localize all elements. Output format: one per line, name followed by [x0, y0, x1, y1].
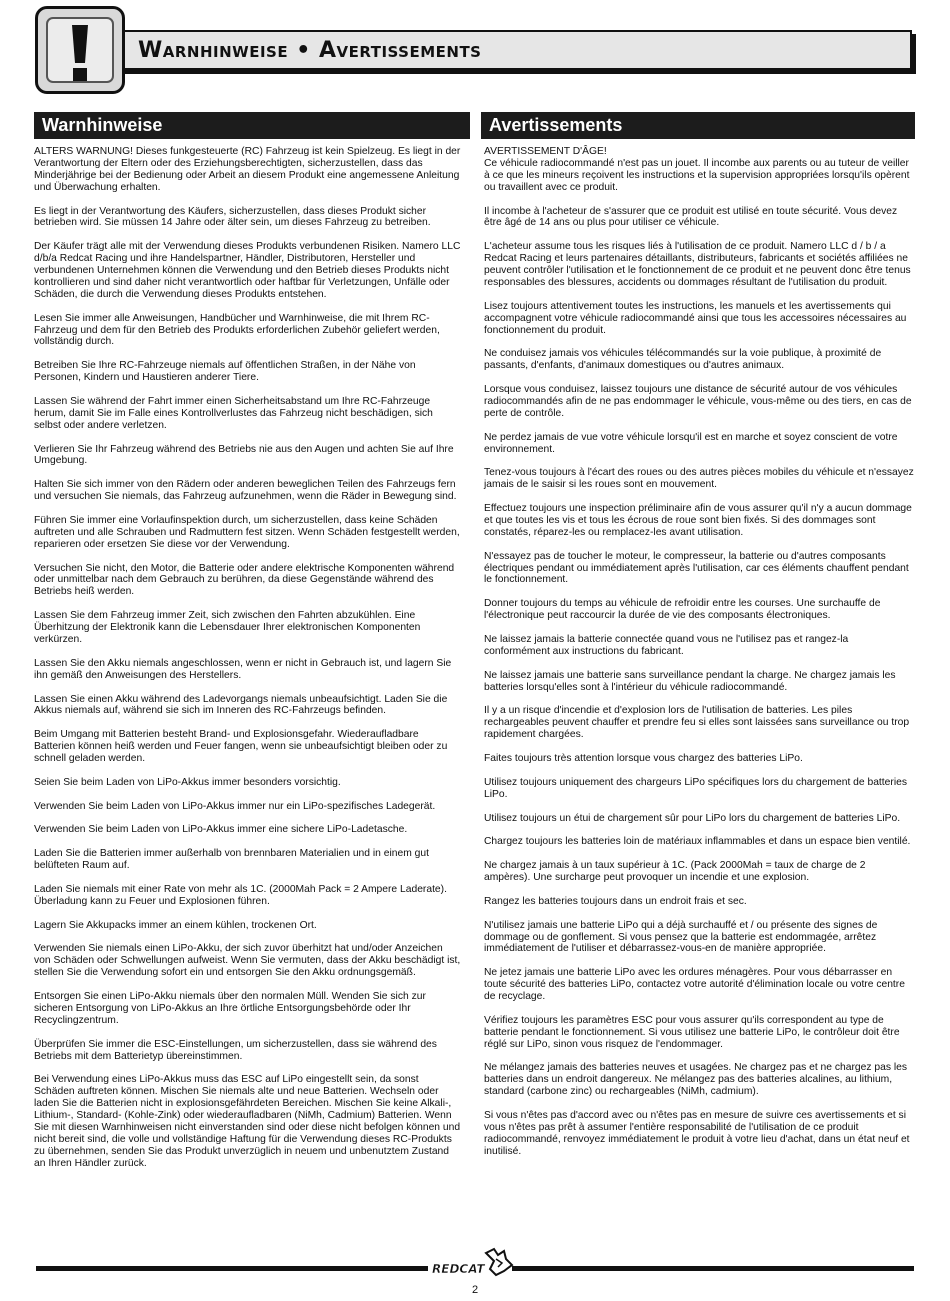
warning-paragraph: Es liegt in der Verantwortung des Käufers, sicherzustellen, dass dieses Produkt sicher betrieben wird. Sie müssen 14 Jahre oder älter sein, um dieses Fahrzeug zu betreiben. [34, 205, 431, 229]
redcat-logo [424, 1247, 516, 1279]
warning-paragraph: Seien Sie beim Laden von LiPo-Akkus immer besonders vorsichtig. [34, 776, 341, 788]
warning-paragraph: ALTERS WARNUNG! Dieses funkgesteuerte (RC) Fahrzeug ist kein Spielzeug. Es liegt in der Verantwortung der Eltern oder des Erziehungsberechtigten, sicherzustellen, dass das Minderjährige bei der Bedienung oder Arbeit an diesem Produkt eine angemessene Anleitung und Überwachung erhalten. [34, 146, 461, 193]
warning-paragraph: Entsorgen Sie einen LiPo-Akku niemals über den normalen Müll. Wenden Sie sich zur sicheren Entsorgung von LiPo-Akkus an Ihre örtliche Entsorgungsbehörde oder Ihr Recyclingzentrum. [34, 991, 426, 1026]
warning-paragraph: Laden Sie die Batterien immer außerhalb von brennbaren Materialien und in einem gut belüfteten Raum auf. [34, 848, 429, 872]
warning-paragraph: L'acheteur assume tous les risques liés à l'utilisation de ce produit. Namero LLC d / b / a Redcat Racing et leurs partenaires détaillants, distributeurs, fabricants et sociétés affiliées ne peuvent contrôler l'utilisation et le fonctionnement de ce produit et ne peuvent donc être tenus responsables des blessures, accidents ou dommages résultant de l'utilisation du produit. [484, 241, 911, 288]
warning-paragraph: Utilisez toujours un étui de chargement sûr pour LiPo lors du chargement de batteries LiPo. [484, 812, 901, 824]
warning-paragraph: Lassen Sie während der Fahrt immer einen Sicherheitsabstand um Ihre RC-Fahrzeuge herum, damit Sie im Falle eines Kontrollverlustes das Fahrzeug nicht beschädigen, sich selbst oder andere verletzen. [34, 395, 433, 431]
warning-paragraph: Ne laissez jamais la batterie connectée quand vous ne l'utilisez pas et rangez-la conformément aux instructions du fabricant. [484, 633, 849, 657]
warning-paragraph: Lisez toujours attentivement toutes les instructions, les manuels et les avertissements qui accompagnent votre véhicule radiocommandé ainsi que tous les accessoires nécessaires au fonctionnement du produit. [484, 300, 907, 336]
warning-badge [35, 6, 125, 94]
french-warnings-column [484, 146, 914, 1170]
warning-paragraph: Lorsque vous conduisez, laissez toujours une distance de sécurité autour de vos véhicules radiocommandés afin de ne pas endommager le véhicule, vous-même ou des tiers, en cas de perte de contrôle. [484, 384, 912, 419]
warning-paragraph: Ne mélangez jamais des batteries neuves et usagées. Ne chargez pas et ne chargez pas les batteries dans un endroit dangereux. Ne mélangez pas des batteries alcalines, au lithium, standard (carbone zinc) ou rechargeables (NiMh, cadmium). [484, 1062, 907, 1098]
warning-paragraph: Ne laissez jamais une batterie sans surveillance pendant la charge. Ne chargez jamais les batteries lorsqu'elles sont à l'intérieur du véhicule radiocommandé. [484, 669, 896, 693]
warning-paragraph: Ne conduisez jamais vos véhicules télécommandés sur la voie publique, à proximité de passants, d'enfants, d'animaux domestiques ou d'autres animaux. [484, 348, 882, 372]
warning-paragraph: Ne jetez jamais une batterie LiPo avec les ordures ménagères. Pour vous débarrasser en toute sécurité des batteries LiPo, contactez votre autorité d'élimination locale ou votre centre de recyclage. [484, 967, 905, 1003]
page-title: Warnhinweise • Avertissements [138, 38, 482, 63]
warning-paragraph: Verwenden Sie niemals einen LiPo-Akku, der sich zuvor überhitzt hat und/oder Anzeichen von Schäden oder Schwellungen aufweist. Wenn Sie vermuten, dass der Akku beschädigt ist, stellen Sie die Verwendung sofort ein und entsorgen Sie den Akku ordnungsgemäß. [34, 943, 461, 979]
exclamation-icon [38, 9, 122, 91]
warning-paragraph: Führen Sie immer eine Vorlaufinspektion durch, um sicherzustellen, dass keine Schäden auftreten und alle Schrauben und Radmuttern fest sitzen. Wenn Schäden festgestellt werden, reparieren oder ersetzen Sie diese vor der Verwendung. [34, 514, 460, 550]
warning-paragraph: Verwenden Sie beim Laden von LiPo-Akkus immer eine sichere LiPo-Ladetasche. [34, 824, 408, 836]
footer-rule-right [512, 1266, 914, 1271]
warning-paragraph: Faites toujours très attention lorsque vous chargez des batteries LiPo. [484, 753, 803, 764]
warning-paragraph: N'essayez pas de toucher le moteur, le compresseur, la batterie ou d'autres composants électriques pendant ou immédiatement après l'utilisation, car ces éléments chauffent pendant le fonctionnement. [484, 550, 909, 586]
warning-paragraph: AVERTISSEMENT D'ÂGE! Ce véhicule radiocommandé n'est pas un jouet. Il incombe aux parents ou au tuteur de veiller à ce que les mineurs reçoivent les instructions et la supervision appropriées lorsqu'ils opèrent ou travaillent avec ce produit. [484, 146, 910, 193]
warning-paragraph: N'utilisez jamais une batterie LiPo qui a déjà surchauffé et / ou présente des signes de dommage ou de gonflement. Si vous pensez que la batterie est endommagée, arrêtez immédiatement de l'utiliser et débarrassez-vous-en de manière appropriée. [484, 919, 878, 955]
warning-paragraph: Lagern Sie Akkupacks immer an einem kühlen, trockenen Ort. [34, 919, 317, 931]
warning-paragraph: Verwenden Sie beim Laden von LiPo-Akkus immer nur ein LiPo-spezifisches Ladegerät. [34, 800, 436, 812]
page-number: 2 [471, 1284, 479, 1296]
warning-paragraph: Il incombe à l'acheteur de s'assurer que ce produit est utilisé en toute sécurité. Vous devez être âgé de 14 ans ou plus pour utiliser ce véhicule. [484, 205, 898, 229]
warning-paragraph: Laden Sie niemals mit einer Rate von mehr als 1C. (2000Mah Pack = 2 Ampere Laderate). Überladung kann zu Feuer und Explosionen führen. [34, 883, 447, 907]
warning-paragraph: Effectuez toujours une inspection préliminaire afin de vous assurer qu'il n'y a aucun dommage et que toutes les vis et tous les écrous de roue sont bien fixés. Si des dommages sont constatés, réparez-les ou remplacez-les avant utilisation. [484, 503, 912, 538]
german-warnings-column [34, 146, 462, 1181]
warning-paragraph: Si vous n'êtes pas d'accord avec ou n'êtes pas en mesure de suivre ces avertissements et si vous n'êtes pas prêt à assumer l'entière responsabilité de l'utilisation de ce produit radiocommandé, renvoyez immédiatement le produit à votre lieu d'achat, dans un état neuf et inutilisé. [484, 1110, 910, 1157]
warning-paragraph: Ne perdez jamais de vue votre véhicule lorsqu'il est en marche et soyez conscient de votre environnement. [484, 431, 898, 455]
warning-paragraph: Der Käufer trägt alle mit der Verwendung dieses Produkts verbundenen Risiken. Namero LLC d/b/a Redcat Racing und ihre Handelspartner, Händler, Distributoren, Hersteller und verbundenen Unternehmen können die Verwendung und den Betrieb dieses Produkts nicht kontrollieren und sind daher nicht verantwortlich oder haftbar für Verletzungen, Unfälle oder Schäden, die durch die Verwendung dieses Produkts entstehen. [34, 241, 461, 300]
footer-rule-left [36, 1266, 428, 1271]
warning-paragraph: Lesen Sie immer alle Anweisungen, Handbücher und Warnhinweise, die mit Ihrem RC-Fahrzeug und dem für den Betrieb des Produkts erforderlichen Zubehör geliefert werden, vollständig durch. [34, 312, 440, 348]
warning-paragraph: Bei Verwendung eines LiPo-Akkus muss das ESC auf LiPo eingestellt sein, da sonst Schäden auftreten können. Mischen Sie niemals alte und neue Batterien. Wechseln oder laden Sie die Batterien nicht in explosionsgefährdeten Bereichen. Mischen Sie keine Alkali-, Lithium-, Standard- (Kohle-Zink) oder wiederaufladbaren (NiMh, Cadmium) Batterien. Wenn Sie mit diesen Warnhinweisen nicht einverstanden sind oder diese nicht befolgen können und nicht bereit sind, die volle und vollständige Haftung für die Verwendung dieses RC-Produkts zu übernehmen, senden Sie das Produkt unverzüglich in neuem und unbenutztem Zustand an Ihren Händler zurück. [34, 1074, 461, 1169]
warning-paragraph: Lassen Sie einen Akku während des Ladevorgangs niemals unbeaufsichtigt. Laden Sie die Akkus niemals auf, während sie sich im Inneren des RC-Fahrzeugs befinden. [34, 693, 448, 717]
warning-paragraph: Überprüfen Sie immer die ESC-Einstellungen, um sicherzustellen, dass sie während des Betriebs mit dem Batterietyp übereinstimmen. [34, 1038, 437, 1062]
warning-paragraph: Rangez les batteries toujours dans un endroit frais et sec. [484, 895, 747, 907]
warning-paragraph: Tenez-vous toujours à l'écart des roues ou des autres pièces mobiles du véhicule et n'essayez jamais de le saisir si les roues sont en mouvement. [484, 467, 914, 491]
warning-paragraph: Verlieren Sie Ihr Fahrzeug während des Betriebs nie aus den Augen und achten Sie auf Ihre Umgebung. [34, 443, 454, 467]
warning-paragraph: Ne chargez jamais à un taux supérieur à 1C. (Pack 2000Mah = taux de charge de 2 ampères). Une surcharge peut provoquer un incendie et une explosion. [484, 860, 866, 883]
warning-paragraph: Chargez toujours les batteries loin de matériaux inflammables et dans un espace bien ventilé. [484, 836, 911, 848]
warning-paragraph: Lassen Sie dem Fahrzeug immer Zeit, sich zwischen den Fahrten abzukühlen. Eine Überhitzung der Elektronik kann die Lebensdauer Ihrer elektronischen Komponenten verkürzen. [34, 610, 421, 645]
warning-paragraph: Lassen Sie den Akku niemals angeschlossen, wenn er nicht in Gebrauch ist, und lagern Sie ihn gemäß den Anweisungen des Herstellers. [34, 657, 452, 681]
logo-text: REDCAT [432, 1262, 485, 1276]
section-heading-german: Warnhinweise [34, 112, 470, 139]
warning-paragraph: Donner toujours du temps au véhicule de refroidir entre les courses. Une surchauffe de l'électronique peut raccourcir la durée de vie des composants électroniques. [484, 598, 881, 622]
warning-paragraph: Versuchen Sie nicht, den Motor, die Batterie oder andere elektrische Komponenten während oder unmittelbar nach dem Gebrauch zu berühren, da diese Gegenstände während des Betriebs heiß werden. [34, 562, 455, 598]
warning-paragraph: Betreiben Sie Ihre RC-Fahrzeuge niemals auf öffentlichen Straßen, in der Nähe von Personen, Kindern und Haustieren anderer Tiere. [34, 360, 416, 384]
warning-paragraph: Beim Umgang mit Batterien besteht Brand- und Explosionsgefahr. Wiederaufladbare Batterien können heiß werden und Feuer fangen, wenn sie unbeaufsichtigt bleiben oder zu schnell geladen werden. [34, 729, 448, 765]
warning-paragraph: Utilisez toujours uniquement des chargeurs LiPo spécifiques lors du chargement de batteries LiPo. [484, 776, 907, 800]
warning-paragraph: Il y a un risque d'incendie et d'explosion lors de l'utilisation de batteries. Les piles rechargeables peuvent chauffer et prendre feu si elles sont laissées sans surveillance ou trop rapidement chargées. [484, 705, 910, 741]
warning-paragraph: Vérifiez toujours les paramètres ESC pour vous assurer qu'ils correspondent au type de batterie pendant le fonctionnement. Si vous utilisez une batterie LiPo, le contrôleur doit être réglé sur LiPo, sinon vous risquez de l'endommager. [484, 1014, 900, 1050]
section-heading-french: Avertissements [481, 112, 915, 139]
warning-paragraph: Halten Sie sich immer von den Rädern oder anderen beweglichen Teilen des Fahrzeugs fern und versuchen Sie niemals, das Fahrzeug aufzunehmen, wenn die Räder in Bewegung sind. [34, 479, 457, 503]
